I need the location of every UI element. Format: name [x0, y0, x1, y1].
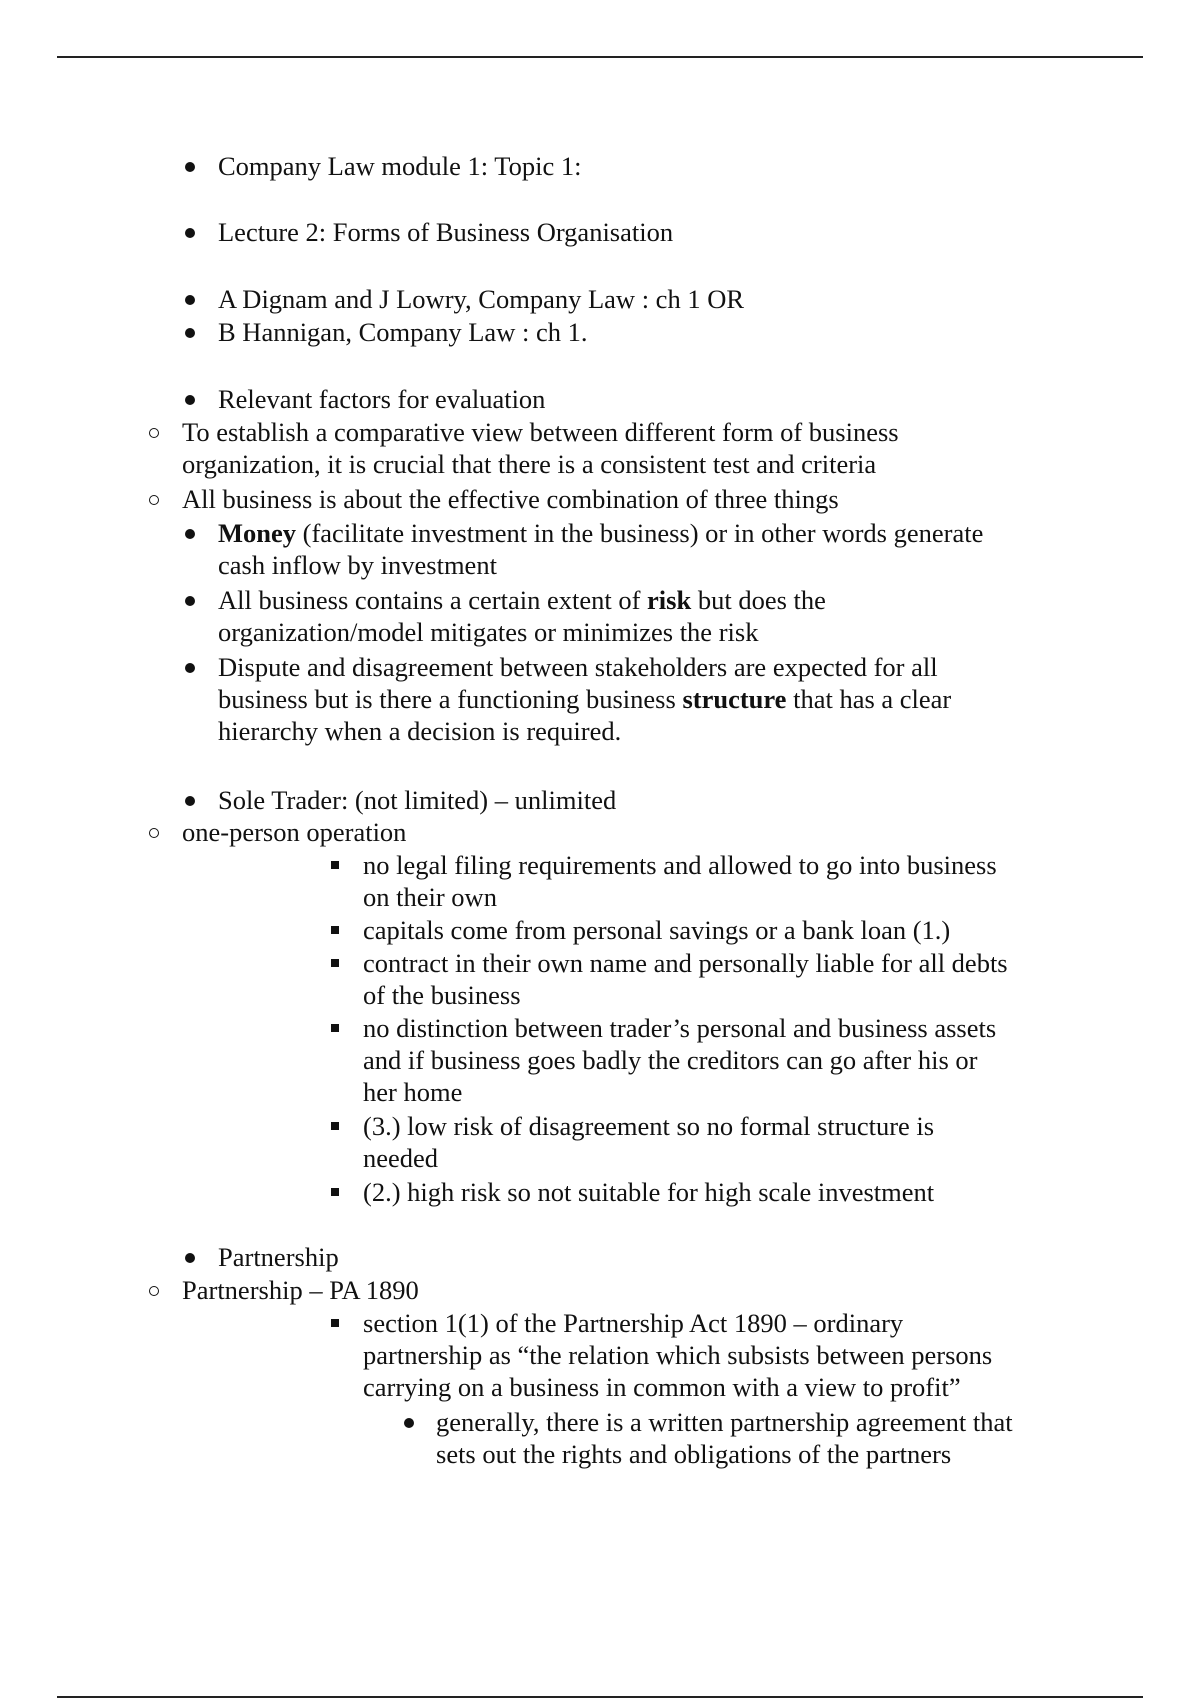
list-item: Relevant factors for evaluation: [218, 384, 546, 414]
circle-bullet-icon: [149, 1286, 159, 1296]
list-item: (2.) high risk so not suitable for high scale investment: [363, 1177, 935, 1207]
bullet-icon: [185, 395, 195, 405]
list-item-line: To establish a comparative view between different form of business: [182, 417, 899, 447]
list-item-line: section 1(1) of the Partnership Act 1890 – ordinary: [363, 1308, 904, 1338]
bullet-icon: [185, 596, 195, 606]
footer-rule: [57, 1696, 1143, 1698]
list-item-line: no legal filing requirements and allowed to go into business: [363, 850, 997, 880]
list-item-line: partnership as “the relation which subsists between persons: [363, 1340, 993, 1370]
bold-term: structure: [682, 684, 787, 714]
bold-term: Money: [218, 518, 297, 548]
list-item-line: organization/model mitigates or minimizes the risk: [218, 617, 759, 647]
header-rule: [57, 56, 1143, 58]
square-bullet-icon: [331, 1188, 339, 1196]
list-item: All business is about the effective combination of three things: [182, 484, 839, 514]
list-item-line: no distinction between trader’s personal and business assets: [363, 1013, 997, 1043]
square-bullet-icon: [331, 1319, 339, 1327]
bullet-icon: [185, 529, 195, 539]
square-bullet-icon: [331, 861, 339, 869]
bullet-icon: [185, 328, 195, 338]
list-item: B Hannigan, Company Law : ch 1.: [218, 317, 588, 347]
list-item-line: generally, there is a written partnership agreement that: [436, 1407, 1013, 1437]
circle-bullet-icon: [149, 428, 159, 438]
list-item-line: of the business: [363, 980, 521, 1010]
square-bullet-icon: [331, 1122, 339, 1130]
bullet-icon: [185, 295, 195, 305]
list-item: one-person operation: [182, 817, 407, 847]
list-item: Sole Trader: (not limited) – unlimited: [218, 785, 617, 815]
list-item: Partnership: [218, 1242, 339, 1272]
circle-bullet-icon: [149, 495, 159, 505]
bold-term: risk: [647, 585, 692, 615]
list-item-line: All business contains a certain extent of risk but does the: [218, 585, 826, 615]
list-item-line: her home: [363, 1077, 463, 1107]
list-item-line: (3.) low risk of disagreement so no formal structure is: [363, 1111, 935, 1141]
square-bullet-icon: [331, 926, 339, 934]
list-item-line: carrying on a business in common with a view to profit”: [363, 1372, 961, 1402]
list-item-line: Dispute and disagreement between stakeholders are expected for all: [218, 652, 938, 682]
square-bullet-icon: [331, 1024, 339, 1032]
list-item-line: on their own: [363, 882, 497, 912]
list-item: Company Law module 1: Topic 1:: [218, 151, 582, 181]
square-bullet-icon: [331, 959, 339, 967]
bullet-icon: [404, 1418, 414, 1428]
list-item-line: contract in their own name and personally liable for all debts: [363, 948, 1008, 978]
list-item-line: and if business goes badly the creditors can go after his or: [363, 1045, 978, 1075]
list-item-line: sets out the rights and obligations of the partners: [436, 1439, 952, 1469]
list-item-line: needed: [363, 1143, 439, 1173]
list-item-line: cash inflow by investment: [218, 550, 497, 580]
bullet-icon: [185, 228, 195, 238]
bullet-icon: [185, 796, 195, 806]
list-item: capitals come from personal savings or a bank loan (1.): [363, 915, 951, 945]
bullet-icon: [185, 663, 195, 673]
circle-bullet-icon: [149, 828, 159, 838]
list-item: Partnership – PA 1890: [182, 1275, 419, 1305]
bullet-icon: [185, 1253, 195, 1263]
list-item-line: business but is there a functioning business structure that has a clear: [218, 684, 952, 714]
list-item: A Dignam and J Lowry, Company Law : ch 1 OR: [218, 284, 745, 314]
list-item-line: organization, it is crucial that there is a consistent test and criteria: [182, 449, 877, 479]
bullet-icon: [185, 162, 195, 172]
list-item-line: Money (facilitate investment in the business) or in other words generate: [218, 518, 984, 548]
list-item: Lecture 2: Forms of Business Organisation: [218, 217, 674, 247]
list-item-line: hierarchy when a decision is required.: [218, 716, 622, 746]
